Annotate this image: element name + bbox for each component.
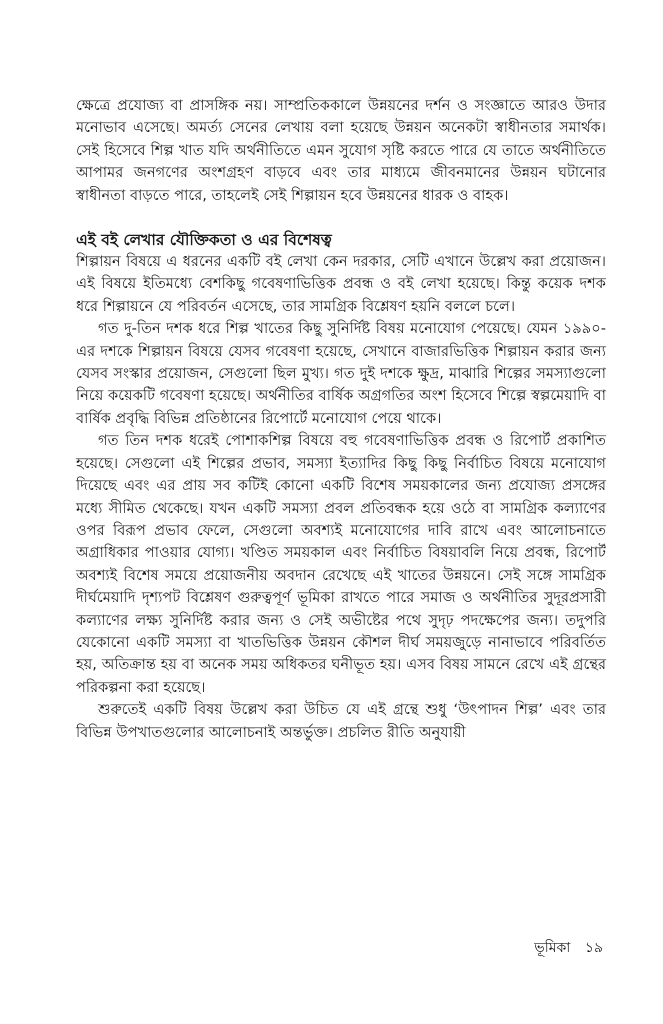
intro-paragraph: ক্ষেত্রে প্রযোজ্য বা প্রাসঙ্গিক নয়। সাম্প্রতিককালে উন্নয়নের দর্শন ও সংজ্ঞাতে আরও উদার মনোভাব এসেছে। অমর্ত্য সেনের লেখায় বলা হয়েছে উন্নয়ন অনেকটা স্বাধীনতার সমার্থক। সেই হিসেবে শিল্প খাত যদি অর্থনীতিতে এমন সুযোগ সৃষ্টি করতে পারে যে তাতে অর্থনীতিতে আপামর জনগণের অংশগ্রহণ বাড়বে এবং তার মাধ্যমে জীবনমানের উন্নয়ন ঘটানোর স্বাধীনতা বাড়তে পারে, তাহলেই সেই শিল্পায়ন হবে উন্নয়নের ধারক ও বাহক। — [76, 97, 606, 204]
page-number: ১৯ — [584, 940, 603, 956]
body-paragraph: শিল্পায়ন বিষয়ে এ ধরনের একটি বই লেখা কেন দরকার, সেটি এখানে উল্লেখ করা প্রয়োজন। এই বিষয়ে ইতিমধ্যে বেশকিছু গবেষণাভিত্তিক প্রবন্ধ ও বই লেখা হয়েছে। কিন্তু কয়েক দশক ধরে শিল্পায়নে যে পরিবর্তন এসেছে, তার সামগ্রিক বিশ্লেষণ হয়নি বললে চলে। — [76, 253, 606, 315]
footer-section-title: ভূমিকা — [534, 940, 571, 956]
body-paragraph: গত তিন দশক ধরেই পোশাকশিল্প বিষয়ে বহু গবেষণাভিত্তিক প্রবন্ধ ও রিপোর্ট প্রকাশিত হয়েছে। সেগুলো এই শিল্পের প্রভাব, সমস্যা ইত্যাদির কিছু কিছু নির্বাচিত বিষয়ে মনোযোগ দিয়েছে এবং এর প্রায় সব কটিই কোনো একটি বিশেষ সময়কালের জন্য প্রযোজ্য প্রসঙ্গের মধ্যে সীমিত থেকেছে। যখন একটি সমস্যা প্রবল প্রতিবন্ধক হয়ে ওঠে বা সামগ্রিক কল্যাণের ওপর বিরূপ প্রভাব ফেলে, সেগুলো অবশ্যই মনোযোগের দাবি রাখে এবং আলোচনাতে অগ্রাধিকার পাওয়ার যোগ্য। খণ্ডিত সময়কাল এবং নির্বাচিত বিষয়াবলি নিয়ে প্রবন্ধ, রিপোর্ট অবশ্যই বিশেষ সময়ে প্রয়োজনীয় অবদান রেখেছে এই খাতের উন্নয়নে। সেই সঙ্গে সামগ্রিক দীর্ঘমেয়াদি দৃশ্যপট বিশ্লেষণ গুরুত্বপূর্ণ ভূমিকা রাখতে পারে সমাজ ও অর্থনীতির সুদূরপ্রসারী কল্যাণের লক্ষ্য সুনির্দিষ্ট করার জন্য ও সেই অভীষ্টের পথে সুদৃঢ় পদক্ষেপের জন্য। তদুপরি যেকোনো একটি সমস্যা বা খাতভিত্তিক উন্নয়ন কৌশল দীর্ঘ সময়জুড়ে নানাভাবে পরিবর্তিত হয়, অতিক্রান্ত হয় বা অনেক সময় অধিকতর ঘনীভূত হয়। এসব বিষয় সামনে রেখে এই গ্রন্থের পরিকল্পনা করা হয়েছে। — [76, 432, 606, 696]
section-heading: এই বই লেখার যৌক্তিকতা ও এর বিশেষত্ব — [76, 231, 332, 250]
spacer — [76, 207, 606, 229]
body-paragraph: শুরুতেই একটি বিষয় উল্লেখ করা উচিত যে এই গ্রন্থে শুধু ‘উৎপাদন শিল্প’ এবং তার বিভিন্ন উপখাতগুলোর আলোচনাই অন্তর্ভুক্ত। প্রচলিত রীতি অনুযায়ী — [76, 701, 606, 741]
page-body — [76, 95, 606, 744]
page-footer — [534, 938, 603, 958]
body-paragraph: গত দু-তিন দশক ধরে শিল্প খাতের কিছু সুনির্দিষ্ট বিষয় মনোযোগ পেয়েছে। যেমন ১৯৯০-এর দশকে শিল্পায়ন বিষয়ে যেসব গবেষণা হয়েছে, সেখানে বাজারভিত্তিক শিল্পায়ন করার জন্য যেসব সংস্কার প্রয়োজন, সেগুলো ছিল মুখ্য। গত দুই দশকে ক্ষুদ্র, মাঝারি শিল্পের সমস্যাগুলো নিয়ে কয়েকটি গবেষণা হয়েছে। অর্থনীতির বার্ষিক অগ্রগতির অংশ হিসেবে শিল্পে স্বল্পমেয়াদি বা বার্ষিক প্রবৃদ্ধি বিভিন্ন প্রতিষ্ঠানের রিপোর্টে মনোযোগ পেয়ে থাকে। — [76, 320, 606, 427]
